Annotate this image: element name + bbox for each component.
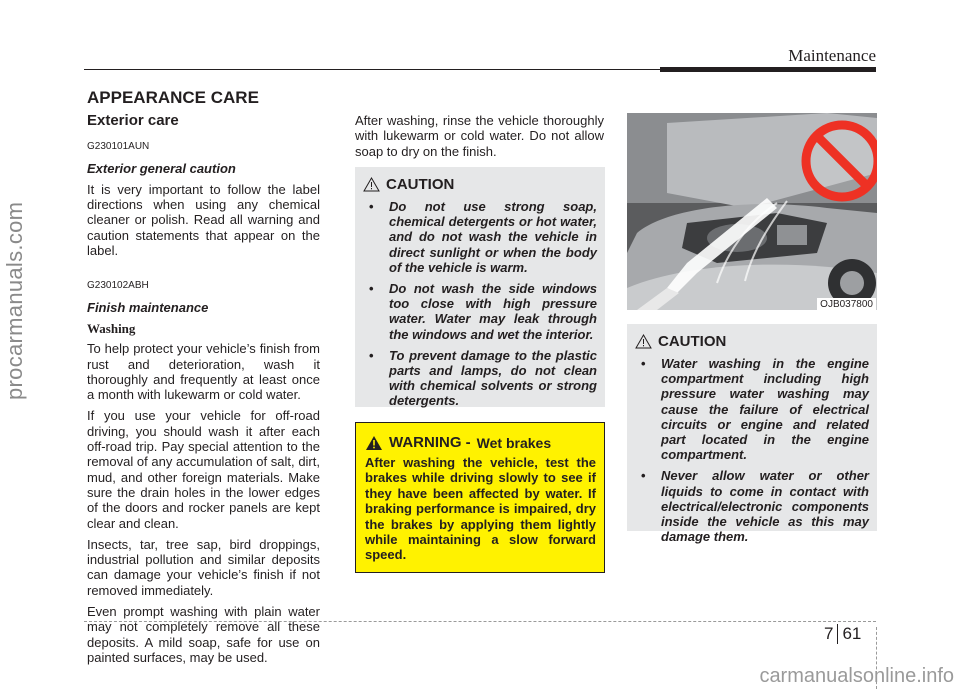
warning-header bbox=[365, 434, 596, 451]
paragraph-off-road: If you use your vehicle for off-road driving, you should wash it after each off-road trip. Pay special attention to the removal of any accumulation of salt, dirt, mud, and other foreign materials. Make sure the drain holes in the lower edges of the doors and rocker panels are kept clear and clean. bbox=[87, 408, 320, 531]
chapter-number: 7 bbox=[824, 624, 834, 643]
warning-box-wet-brakes bbox=[355, 422, 605, 573]
caution-title: CAUTION bbox=[658, 333, 727, 350]
subheading-exterior-caution: Exterior general caution bbox=[87, 160, 236, 176]
image-label: OJB037800 bbox=[817, 298, 876, 311]
side-watermark: procarmanuals.com bbox=[2, 201, 27, 400]
footer-rule bbox=[84, 621, 876, 622]
footer-watermark: carmanualsonline.info bbox=[759, 665, 954, 687]
caution-list bbox=[635, 356, 869, 544]
paragraph-deposits: Insects, tar, tree sap, bird droppings, industrial pollution and similar deposits can damage your vehicle’s finish if not removed immediately. bbox=[87, 536, 320, 598]
section-code: G230102ABH bbox=[87, 280, 149, 292]
warning-triangle-icon bbox=[365, 435, 383, 451]
caution-item: • To prevent damage to the plastic parts and lamps, do not clean with chemical solvents or strong detergents. bbox=[363, 348, 597, 409]
caution-box-engine bbox=[627, 324, 877, 545]
paragraph-washing: To help protect your vehicle’s finish from rust and deterioration, wash it thoroughly and frequently at least once a month with lukewarm or cold water. bbox=[87, 341, 320, 403]
paragraph-label-directions: It is very important to follow the label directions when using any chemical cleaner or polish. Read all warning and caution statements that appear on the label. bbox=[87, 181, 320, 259]
header-rule-thick bbox=[660, 67, 876, 72]
chapter-title: Maintenance bbox=[788, 46, 876, 65]
subheading-washing: Washing bbox=[87, 320, 136, 336]
engine-wash-prohibited-image bbox=[627, 113, 877, 310]
warning-subtitle: Wet brakes bbox=[476, 434, 552, 451]
header-rule bbox=[84, 69, 660, 70]
page-number-divider bbox=[837, 624, 838, 644]
caution-item: • Never allow water or other liquids to come in contact with electrical/electronic components inside the vehicle as this may damage them. bbox=[635, 468, 869, 544]
warning-text: After washing the vehicle, test the brakes while driving slowly to see if they have been affected by water. If braking performance is impaired, dry the brakes by applying them lightly while maintaining a slow forward speed. bbox=[365, 455, 596, 563]
warning-triangle-icon bbox=[363, 177, 380, 192]
section-title: APPEARANCE CARE bbox=[87, 88, 259, 107]
caution-header bbox=[363, 176, 597, 193]
caution-list bbox=[363, 199, 597, 409]
warning-title: WARNING - bbox=[389, 434, 471, 451]
caution-item: • Water washing in the engine compartment including high pressure water washing may cause the failure of electrical circuits or engine and related part located in the engine compartment. bbox=[635, 356, 869, 462]
caution-title: CAUTION bbox=[386, 176, 455, 193]
left-column bbox=[87, 113, 320, 671]
caution-item: • Do not use strong soap, chemical detergents or hot water, and do not wash the vehicle in direct sunlight or when the body of the vehicle is warm. bbox=[363, 199, 597, 275]
exterior-care-heading: Exterior care bbox=[87, 112, 179, 129]
subheading-finish-maintenance: Finish maintenance bbox=[87, 299, 209, 315]
caution-header bbox=[635, 333, 869, 350]
page-number bbox=[824, 624, 861, 644]
caution-box-washing bbox=[355, 167, 605, 407]
warning-triangle-icon bbox=[635, 334, 652, 349]
car-engine-illustration bbox=[627, 113, 877, 310]
caution-item: • Do not wash the side windows too close with high pressure water. Water may leak through the windows and wet the interior. bbox=[363, 281, 597, 342]
paragraph-mild-soap: Even prompt washing with plain water may not completely remove all these deposits. A mild soap, safe for use on painted surfaces, may be used. bbox=[87, 604, 320, 665]
middle-paragraph: After washing, rinse the vehicle thoroughly with lukewarm or cold water. Do not allow soap to dry on the finish. bbox=[355, 113, 604, 159]
page-number-value: 61 bbox=[842, 624, 862, 643]
section-code: G230101AUN bbox=[87, 141, 150, 153]
